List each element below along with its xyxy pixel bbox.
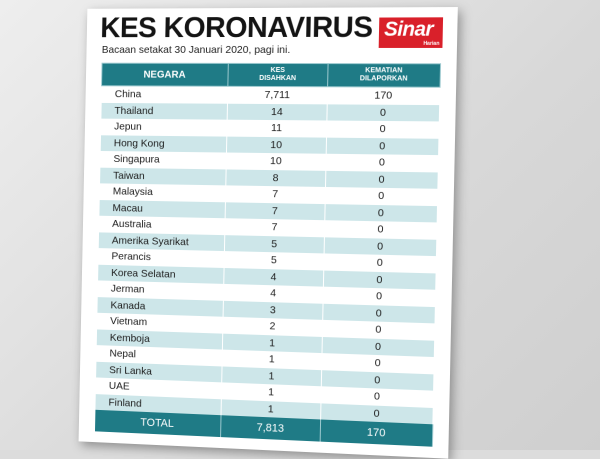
- cases-cell: 10: [226, 136, 326, 154]
- cases-cell: 1: [222, 366, 322, 386]
- country-cell: Korea Selatan: [98, 264, 224, 284]
- country-cell: UAE: [95, 377, 221, 398]
- cases-cell: 5: [224, 235, 324, 254]
- column-header-cases-line2: DISAHKAN: [259, 74, 297, 83]
- country-cell: Jerman: [97, 280, 223, 300]
- country-cell: Hong Kong: [100, 135, 227, 153]
- cases-cell: 4: [224, 267, 324, 286]
- cases-cell: 1: [221, 399, 321, 420]
- cases-cell: 5: [224, 251, 324, 270]
- deaths-cell: 0: [322, 353, 435, 374]
- country-cell: Kanada: [97, 297, 223, 317]
- cases-cell: 3: [223, 300, 323, 320]
- country-cell: Thailand: [101, 102, 228, 119]
- country-cell: Macau: [99, 200, 226, 219]
- cases-cell: 7: [225, 185, 325, 203]
- total-cases: 7,813: [221, 415, 321, 441]
- cases-cell: 7: [225, 218, 325, 237]
- column-header-deaths-line1: KEMATIAN: [365, 67, 403, 75]
- cases-cell: 11: [227, 120, 327, 137]
- deaths-cell: 0: [323, 270, 436, 290]
- deaths-cell: 0: [324, 237, 437, 256]
- country-cell: Sri Lanka: [96, 361, 222, 382]
- deaths-cell: 0: [321, 370, 434, 391]
- total-label: TOTAL: [95, 410, 222, 437]
- column-header-country: NEGARA: [102, 63, 229, 86]
- country-cell: Vietnam: [97, 313, 223, 333]
- deaths-cell: 0: [325, 204, 438, 223]
- deaths-cell: 0: [325, 187, 438, 206]
- table-header-row: [102, 63, 441, 87]
- cases-cell: 14: [227, 103, 327, 120]
- country-cell: Amerika Syarikat: [98, 232, 225, 251]
- deaths-cell: 0: [322, 320, 435, 340]
- country-cell: China: [101, 86, 228, 103]
- page-title: KES KORONAVIRUS: [100, 11, 373, 45]
- deaths-cell: 0: [321, 403, 434, 424]
- deaths-cell: 0: [321, 386, 434, 407]
- country-cell: Singapura: [100, 151, 227, 169]
- column-header-deaths: [328, 64, 441, 88]
- cases-cell: 1: [221, 382, 321, 403]
- deaths-cell: 0: [326, 137, 439, 155]
- country-cell: Nepal: [96, 345, 222, 366]
- country-cell: Perancis: [98, 248, 225, 267]
- cases-cell: 2: [223, 317, 323, 337]
- sinar-harian-logo: [379, 17, 443, 48]
- cases-cell: 4: [223, 284, 323, 303]
- cases-cell: 7: [225, 202, 325, 220]
- logo-text: Sinar: [383, 18, 434, 41]
- cases-table: [94, 63, 441, 447]
- clipping-header: [86, 7, 458, 63]
- cases-cell: 1: [222, 333, 322, 353]
- column-header-deaths-line2: DILAPORKAN: [359, 75, 408, 83]
- subtitle: Bacaan setakat 30 Januari 2020, pagi ini.: [101, 43, 291, 56]
- logo-subtext: Harian: [423, 40, 440, 47]
- deaths-cell: 0: [327, 104, 440, 122]
- country-cell: Australia: [99, 216, 226, 235]
- cases-cell: 7,711: [227, 86, 327, 104]
- column-header-cases-line1: KES: [270, 66, 286, 75]
- country-cell: Jepun: [101, 119, 228, 136]
- deaths-cell: 0: [327, 120, 440, 138]
- deaths-cell: 170: [327, 87, 440, 105]
- deaths-cell: 0: [326, 154, 439, 172]
- deaths-cell: 0: [323, 303, 436, 323]
- deaths-cell: 0: [323, 287, 436, 307]
- country-cell: Finland: [95, 394, 221, 416]
- country-cell: Kemboja: [96, 329, 222, 350]
- newspaper-clipping: [79, 7, 458, 459]
- deaths-cell: 0: [325, 170, 438, 188]
- cases-cell: 1: [222, 350, 322, 370]
- cases-cell: 8: [226, 169, 326, 187]
- deaths-cell: 0: [322, 336, 435, 357]
- column-header-cases: [228, 63, 328, 86]
- deaths-cell: 0: [324, 220, 437, 239]
- country-cell: Malaysia: [99, 183, 226, 201]
- cases-cell: 10: [226, 153, 326, 171]
- deaths-cell: 0: [324, 253, 437, 272]
- country-cell: Taiwan: [100, 167, 227, 185]
- total-deaths: 170: [320, 419, 433, 446]
